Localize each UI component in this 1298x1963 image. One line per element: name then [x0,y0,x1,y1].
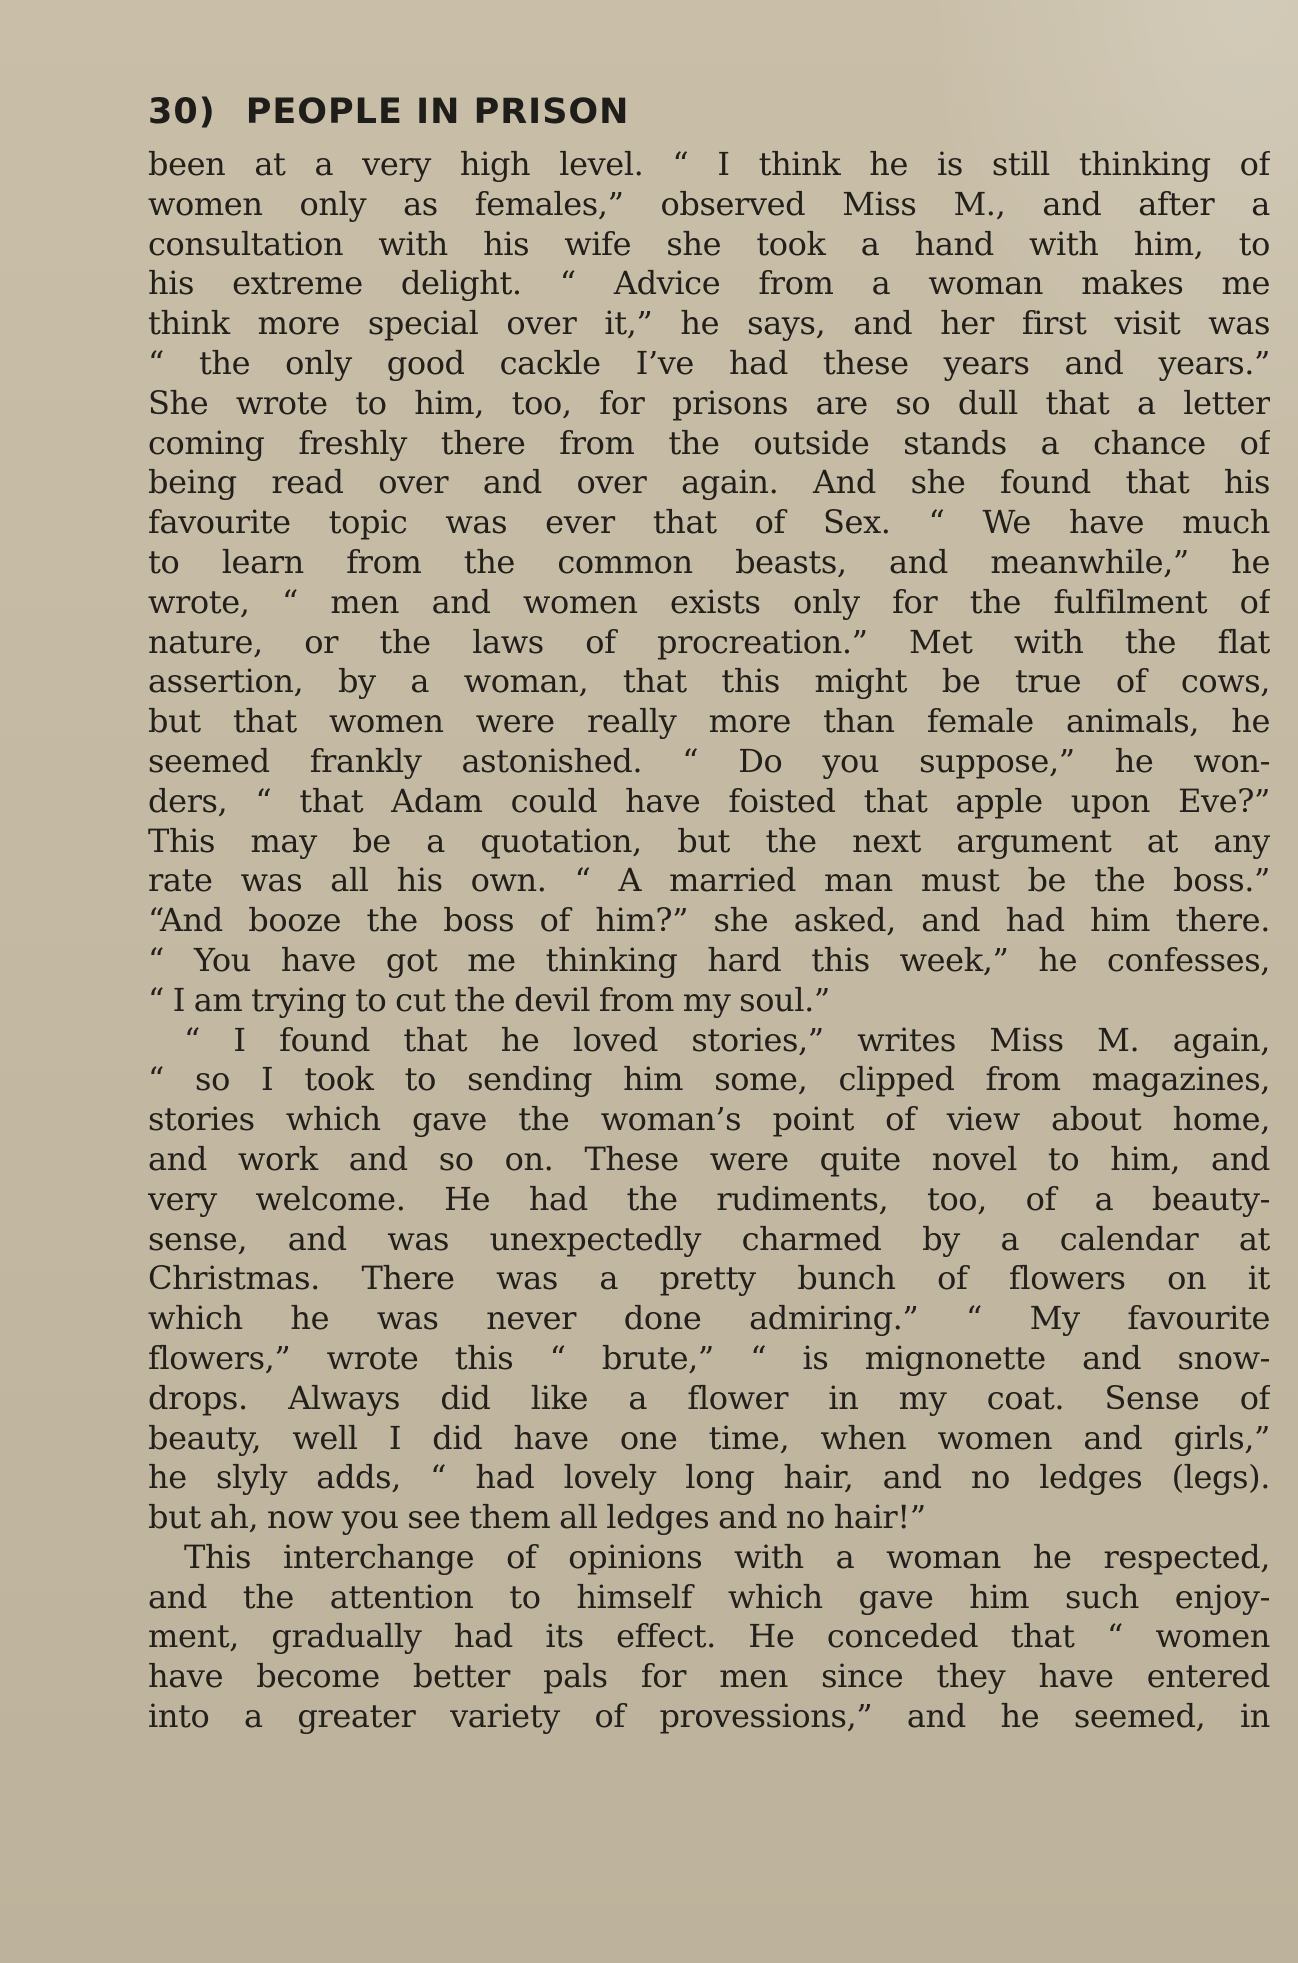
text-line: coming freshly there from the outside stands a chance of [148,423,1270,462]
body-text [148,145,1270,1737]
text-line: “And booze the boss of him?” she asked, and had him there. [148,901,1270,940]
text-line: into a greater variety of provessions,” and he seemed, in [148,1697,1270,1736]
text-line: seemed frankly astonished. “ Do you suppose,” he won- [148,741,1270,780]
text-line: very welcome. He had the rudiments, too, of a beauty- [148,1179,1270,1218]
text-line: to learn from the common beasts, and meanwhile,” he [148,542,1270,581]
text-line: ment, gradually had its effect. He conceded that “ women [148,1617,1270,1656]
text-line: “ I am trying to cut the devil from my soul.” [148,980,830,1019]
page-number: 30) [148,92,216,132]
text-line: and the attention to himself which gave him such enjoy- [148,1577,1270,1616]
text-line: She wrote to him, too, for prisons are so dull that a letter [148,383,1270,422]
text-line: “ the only good cackle I’ve had these years and years.” [148,343,1270,382]
text-line: have become better pals for men since they have entered [148,1657,1270,1696]
paragraph [148,1538,1270,1737]
text-line: beauty, well I did have one time, when women and girls,” [148,1418,1270,1457]
text-line: and work and so on. These were quite novel to him, and [148,1139,1270,1178]
text-line: women only as females,” observed Miss M., and after a [148,184,1270,223]
text-line: favourite topic was ever that of Sex. “ We have much [148,503,1270,542]
text-line: nature, or the laws of procreation.” Met with the flat [148,622,1270,661]
text-line: ders, “ that Adam could have foisted that apple upon Eve?” [148,781,1270,820]
text-line: think more special over it,” he says, and her first visit was [148,304,1270,343]
text-line: This may be a quotation, but the next argument at any [148,821,1270,860]
text-line: but that women were really more than female animals, he [148,702,1270,741]
text-line: This interchange of opinions with a woman he respected, [184,1537,1270,1576]
text-line: drops. Always did like a flower in my coat. Sense of [148,1378,1270,1417]
text-line: stories which gave the woman’s point of view about home, [148,1100,1270,1139]
paragraph [148,1021,1270,1538]
text-line: Christmas. There was a pretty bunch of flowers on it [148,1259,1270,1298]
text-line: being read over and over again. And she found that his [148,463,1270,502]
book-page [148,88,1270,1928]
text-line: “ You have got me thinking hard this week,” he confesses, [148,940,1270,979]
book-title: PEOPLE IN PRISON [245,92,630,132]
text-line: been at a very high level. “ I think he is still thinking of [148,145,1270,183]
text-line: which he was never done admiring.” “ My favourite [148,1299,1270,1338]
running-head [148,88,1270,136]
text-line: sense, and was unexpectedly charmed by a calendar at [148,1219,1270,1258]
text-line: wrote, “ men and women exists only for the fulfilment of [148,582,1270,621]
text-line: but ah, now you see them all ledges and no hair!” [148,1498,926,1537]
text-line: he slyly adds, “ had lovely long hair, and no ledges (legs). [148,1458,1270,1497]
text-line: consultation with his wife she took a hand with him, to [148,224,1270,263]
text-line: assertion, by a woman, that this might be true of cows, [148,662,1270,701]
paragraph [148,145,1270,1021]
text-line: “ so I took to sending him some, clipped from magazines, [148,1060,1270,1099]
text-line: flowers,” wrote this “ brute,” “ is mignonette and snow- [148,1338,1270,1377]
text-line: “ I found that he loved stories,” writes Miss M. again, [184,1020,1270,1059]
text-line: his extreme delight. “ Advice from a woman makes me [148,264,1270,303]
text-line: rate was all his own. “ A married man must be the boss.” [148,861,1270,900]
